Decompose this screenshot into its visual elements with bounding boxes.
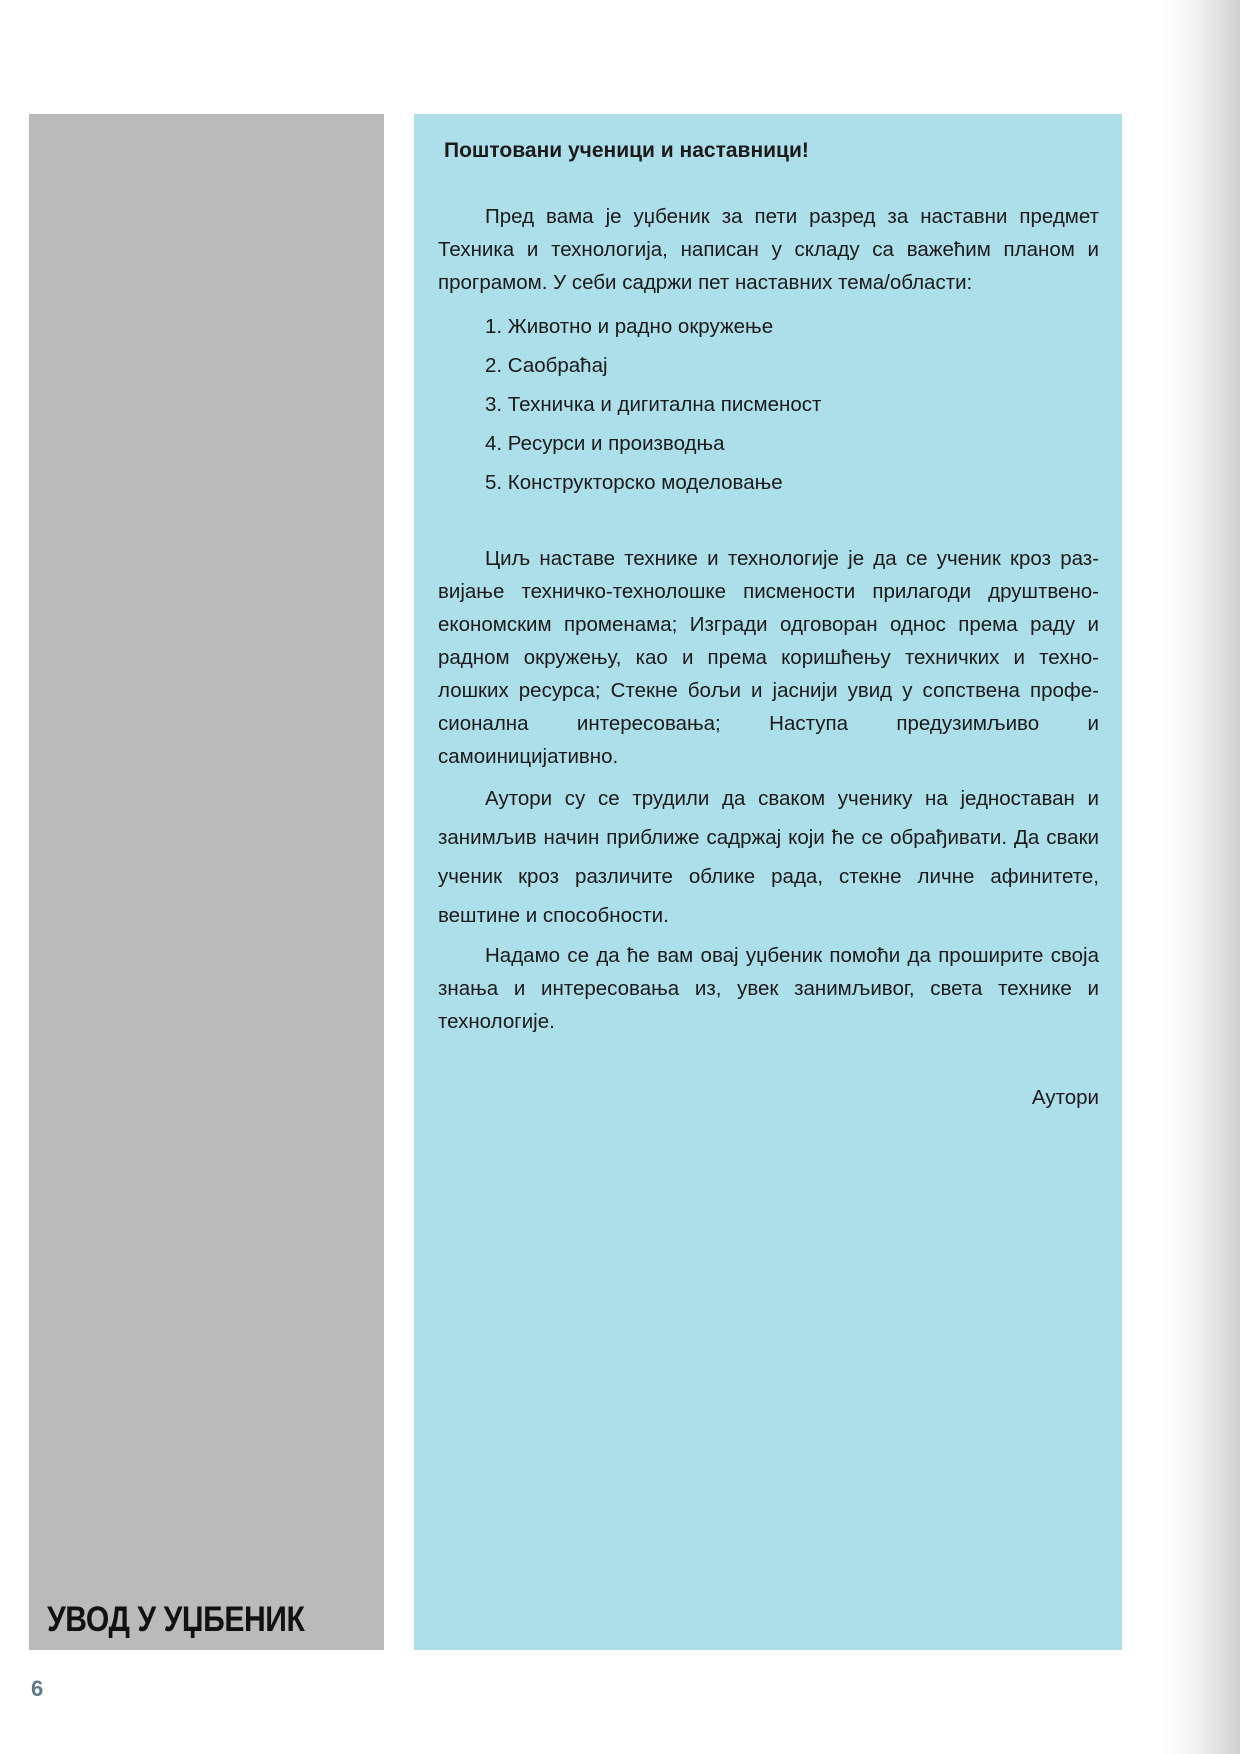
hope-paragraph: Надамо се да ће вам овај уџбеник помоћи да проширите своја знања и интересовања из, увек занимљивог, света технике и технологије. <box>438 944 1099 1033</box>
intro-paragraph: Пред вама је уџбеник за пети разред за наставни предмет Техника и технологија, написан у складу са важећим планом и програмом. У себи садржи пет наставних тема/области: <box>438 205 1099 294</box>
page-number: 6 <box>31 1676 44 1701</box>
authors-signature: Аутори <box>1031 1086 1099 1109</box>
greeting-heading: Поштовани ученици и наставници! <box>444 139 809 162</box>
list-item: 5. Конструкторско моделовање <box>485 471 783 494</box>
goal-paragraph: Циљ наставе технике и технологије је да се ученик кроз раз-вијање техничко-технолошке писмености прилагоди друштвено-економским променама; Изгради одговоран однос према раду и радном окружењу, као и према коришћењу техничких и техно-лошких ресурса; Стекне бољи и јаснији увид у сопствена профе-сионална интересовања; Наступа предузимљиво и самоиницијативно. <box>438 547 1099 768</box>
topic-list <box>438 307 1099 502</box>
list-item: 1. Животно и радно окружење <box>485 315 774 338</box>
section-sidebar <box>29 114 384 1650</box>
foreword-box <box>414 114 1122 1650</box>
section-title: УВОД У УЏБЕНИК <box>47 1600 305 1639</box>
page-edge-shadow <box>1160 0 1240 1754</box>
authors-effort-paragraph: Аутори су се трудили да сваком ученику на једноставан и занимљив начин приближе садржај који ће се обрађивати. Да сваки ученик кроз различите облике рада, стекне личне афинитете, вештине и способности. <box>438 787 1099 927</box>
list-item: 2. Саобраћај <box>485 354 608 377</box>
list-item: 4. Ресурси и производња <box>485 432 725 455</box>
list-item: 3. Техничка и дигитална писменост <box>485 393 822 416</box>
